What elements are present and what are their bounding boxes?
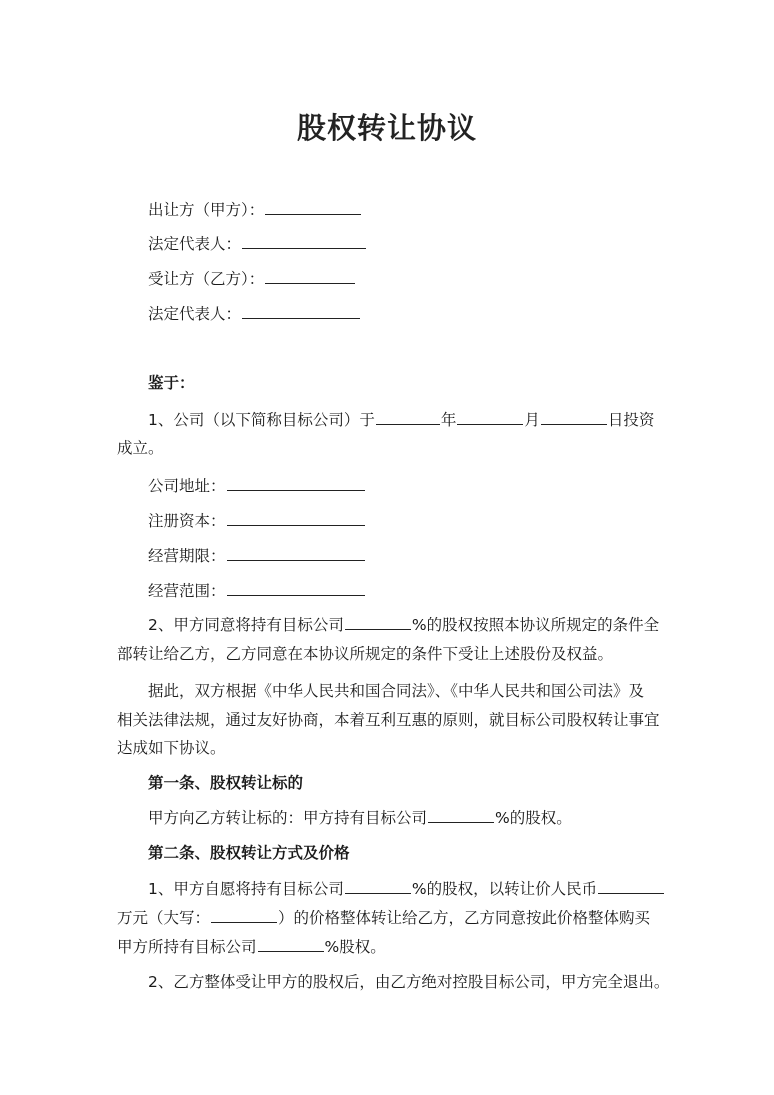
- transferee-rep-blank[interactable]: [242, 302, 360, 319]
- transferor-rep-blank[interactable]: [242, 232, 366, 249]
- article1-percent-blank[interactable]: [428, 806, 494, 823]
- transferee-rep-line: [148, 302, 361, 325]
- article2-p1-f: %股权。: [324, 938, 386, 956]
- transferee-blank[interactable]: [265, 267, 355, 284]
- article2-p1-b: %的股权，以转让价人民币: [411, 880, 598, 898]
- document-title: 股权转让协议: [296, 111, 477, 145]
- item2-text-b: %的股权按照本协议所规定的条件全: [411, 616, 660, 634]
- year-label: 年: [440, 411, 457, 429]
- transferor-line: [148, 198, 362, 221]
- article2-p1-e: 甲方所持有目标公司: [117, 938, 257, 956]
- term-line: [148, 544, 366, 567]
- article2-p1-c: 万元（大写：: [117, 909, 211, 927]
- transferee-rep-label: 法定代表人：: [148, 305, 242, 323]
- article2-percent-blank[interactable]: [345, 877, 411, 894]
- transferor-rep-line: [148, 232, 367, 255]
- article2-percent-blank-2[interactable]: [258, 935, 324, 952]
- article2-p1-line1: [148, 877, 665, 900]
- whereas-item1-line2: 成立。: [117, 439, 164, 457]
- address-blank[interactable]: [227, 474, 365, 491]
- whereas-heading: 鉴于：: [148, 374, 195, 392]
- scope-line: [148, 579, 366, 602]
- basis-line3: 达成如下协议。: [117, 739, 226, 757]
- transferor-rep-label: 法定代表人：: [148, 235, 242, 253]
- whereas-item2-line2: 部转让给乙方，乙方同意在本协议所规定的条件下受让上述股份及权益。: [117, 645, 614, 663]
- article1-heading: 第一条、股权转让标的: [148, 774, 304, 792]
- article1-text-a: 甲方向乙方转让标的：甲方持有目标公司: [148, 809, 428, 827]
- address-line: [148, 474, 366, 497]
- price-blank[interactable]: [598, 877, 664, 894]
- item2-percent-blank[interactable]: [345, 613, 411, 630]
- transferee-label: 受让方（乙方）：: [148, 270, 265, 288]
- transferee-line: [148, 267, 356, 290]
- term-label: 经营期限：: [148, 547, 226, 565]
- transferor-blank[interactable]: [265, 198, 361, 215]
- article1-text-b: %的股权。: [495, 809, 572, 827]
- basis-line2: 相关法律法规，通过友好协商，本着互利互惠的原则，就目标公司股权转让事宜: [117, 711, 660, 729]
- day-blank[interactable]: [541, 408, 607, 425]
- article2-p1-line2: [117, 906, 650, 929]
- basis-line1: 据此，双方根据《中华人民共和国合同法》、《中华人民共和国公司法》及: [148, 682, 645, 700]
- scope-label: 经营范围：: [148, 582, 226, 600]
- article2-p1-d: ）的价格整体转让给乙方，乙方同意按此价格整体购买: [278, 909, 651, 927]
- price-words-blank[interactable]: [211, 906, 277, 923]
- capital-label: 注册资本：: [148, 512, 226, 530]
- month-blank[interactable]: [457, 408, 523, 425]
- day-label: 日投资: [607, 411, 655, 429]
- transferor-label: 出让方（甲方）：: [148, 201, 265, 219]
- scope-blank[interactable]: [227, 579, 365, 596]
- item2-text-a: 2、甲方同意将持有目标公司: [148, 616, 344, 634]
- capital-blank[interactable]: [227, 509, 365, 526]
- article1-text: [148, 806, 572, 829]
- article2-p1-a: 1、甲方自愿将持有目标公司: [148, 880, 344, 898]
- address-label: 公司地址：: [148, 477, 226, 495]
- year-blank[interactable]: [376, 408, 440, 425]
- item1-text: 1、公司（以下简称目标公司）于: [148, 411, 375, 429]
- capital-line: [148, 509, 366, 532]
- whereas-item2-line1: [148, 613, 659, 636]
- article2-heading: 第二条、股权转让方式及价格: [148, 844, 350, 862]
- whereas-item1-line1: [148, 408, 654, 431]
- article2-p2: 2、乙方整体受让甲方的股权后，由乙方绝对控股目标公司，甲方完全退出。: [148, 973, 670, 991]
- term-blank[interactable]: [227, 544, 365, 561]
- article2-p1-line3: [117, 935, 386, 958]
- month-label: 月: [524, 411, 540, 429]
